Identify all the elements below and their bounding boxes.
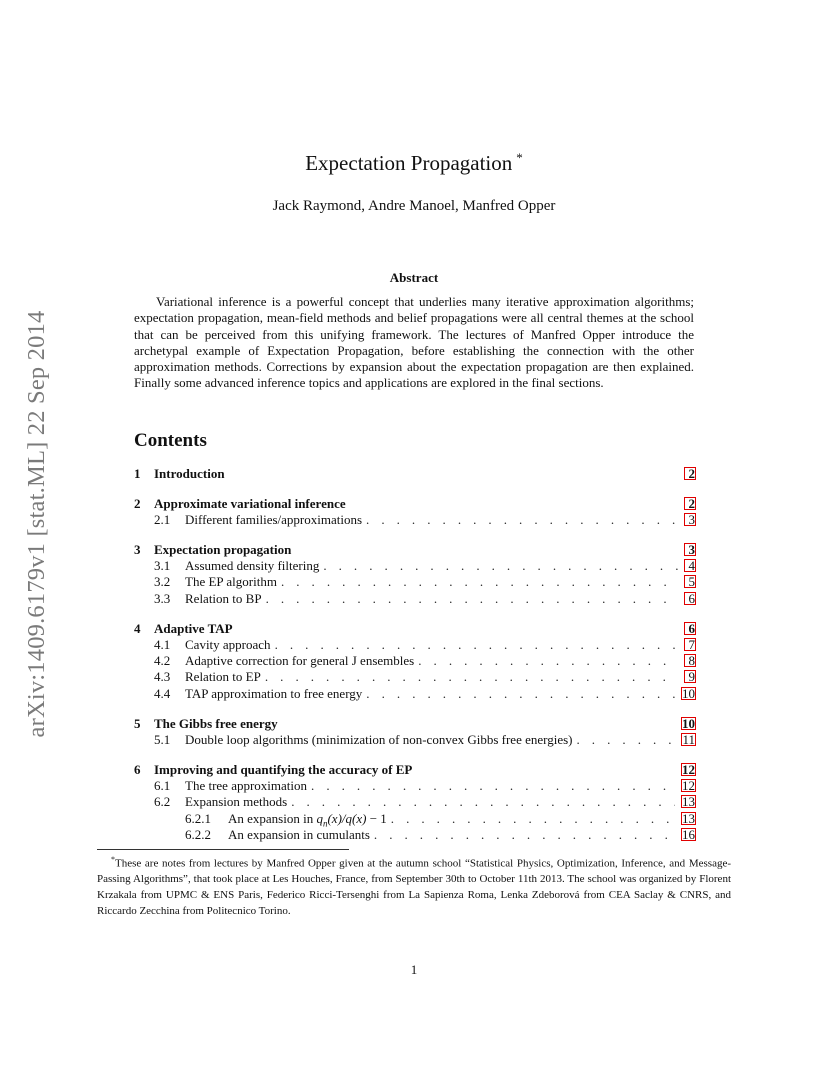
toc-page-link[interactable]: 10 xyxy=(682,685,695,701)
toc-entry-2[interactable] xyxy=(134,496,696,512)
toc-page-link[interactable]: 3 xyxy=(684,513,696,526)
toc-entry-6-1[interactable] xyxy=(134,778,696,794)
toc-entry-3-2[interactable] xyxy=(134,574,696,590)
toc-entry-number: 3.3 xyxy=(154,590,171,606)
toc-leader-dots xyxy=(311,778,675,794)
toc-entry-number: 3.2 xyxy=(154,574,171,590)
table-of-contents xyxy=(134,466,696,843)
toc-leader-dots xyxy=(366,512,678,528)
toc-entry-label[interactable]: Introduction xyxy=(154,466,225,481)
toc-entry-label[interactable]: Improving and quantifying the accuracy of EP xyxy=(154,761,413,777)
toc-entry-number: 2.1 xyxy=(154,512,171,528)
footnote-mark: * xyxy=(111,855,115,864)
arxiv-identifier-text: arXiv:1409.6179v1 [stat.ML] 22 Sep 2014 xyxy=(23,310,50,738)
toc-entry-4-3[interactable] xyxy=(134,669,696,685)
toc-entry-4-4[interactable] xyxy=(134,686,696,702)
abstract-text: Variational inference is a powerful concept that underlies many iterative approximation algorithms; expectation propagation, mean-field methods and belief propagations were all central themes at the school that can be perceived from this unifying framework. The lectures of Manfred Opper introduce the archetypal example of Expectation Propagation, before establishing the connection with the other approximation methods. Corrections by expansion about the expectation propagation are then explained. Finally some advanced inference topics and applications are explored in the final sections. xyxy=(134,294,694,391)
toc-entry-number: 6.2.1 xyxy=(185,810,211,826)
toc-leader-dots xyxy=(418,653,678,669)
toc-page-link[interactable]: 2 xyxy=(684,497,696,510)
toc-entry-6-2[interactable] xyxy=(134,794,696,810)
toc-leader-dots xyxy=(266,591,678,607)
toc-entry-label[interactable]: Different families/approximations xyxy=(185,512,363,528)
toc-entry-label[interactable]: An expansion in cumulants xyxy=(228,826,370,842)
title-footnote-mark[interactable]: * xyxy=(516,150,523,165)
toc-leader-dots xyxy=(323,558,678,574)
toc-page-link[interactable]: 12 xyxy=(682,761,695,777)
toc-entry-label[interactable]: Double loop algorithms (minimization of non-convex Gibbs free energies) xyxy=(185,731,573,747)
paper-authors: Jack Raymond, Andre Manoel, Manfred Opper xyxy=(272,198,556,214)
toc-page-link[interactable]: 13 xyxy=(682,794,695,810)
toc-entry-number: 4.2 xyxy=(154,653,171,669)
toc-leader-dots xyxy=(281,574,678,590)
toc-entry-label[interactable]: Expansion methods xyxy=(185,794,288,810)
toc-page-link[interactable]: 4 xyxy=(684,559,696,572)
toc-entry-1[interactable] xyxy=(134,466,696,482)
toc-entry-label[interactable]: Relation to BP xyxy=(185,590,262,606)
toc-entry-label[interactable]: The EP algorithm xyxy=(185,574,277,590)
toc-leader-dots xyxy=(275,637,678,653)
toc-page-link[interactable]: 5 xyxy=(684,575,696,588)
toc-entry-label[interactable]: Adaptive correction for general J ensembles xyxy=(185,653,415,669)
toc-leader-dots xyxy=(577,732,676,748)
toc-entry-label[interactable]: Cavity approach xyxy=(185,636,271,652)
toc-page-link[interactable]: 12 xyxy=(682,777,695,793)
toc-entry-5-1[interactable] xyxy=(134,732,696,748)
toc-entry-number: 6 xyxy=(134,761,141,777)
toc-entry-number: 4.1 xyxy=(154,636,171,652)
toc-page-link[interactable]: 6 xyxy=(684,592,696,605)
toc-leader-dots xyxy=(265,669,678,685)
toc-page-link[interactable]: 6 xyxy=(684,622,696,635)
footnote-divider xyxy=(97,849,349,850)
toc-entry-label[interactable]: The Gibbs free energy xyxy=(154,715,278,731)
toc-entry-4-1[interactable] xyxy=(134,637,696,653)
toc-page-link[interactable]: 8 xyxy=(684,654,696,667)
toc-entry-label[interactable]: TAP approximation to free energy xyxy=(185,685,363,701)
toc-entry-number: 6.2 xyxy=(154,794,171,810)
toc-entry-6-2-1[interactable] xyxy=(134,811,696,827)
toc-entry-number: 6.2.2 xyxy=(185,826,211,842)
arxiv-identifier-stamp xyxy=(20,285,54,763)
toc-entry-label[interactable]: Relation to EP xyxy=(185,669,261,685)
toc-entry-4-2[interactable] xyxy=(134,653,696,669)
contents-heading: Contents xyxy=(134,430,207,451)
toc-entry-5[interactable] xyxy=(134,716,696,732)
toc-entry-number: 4.4 xyxy=(154,685,171,701)
toc-page-link[interactable]: 9 xyxy=(684,670,696,683)
toc-entry-label[interactable]: Expectation propagation xyxy=(154,541,292,557)
toc-entry-4[interactable] xyxy=(134,621,696,637)
toc-entry-label[interactable]: Assumed density filtering xyxy=(185,558,320,574)
toc-page-link[interactable]: 11 xyxy=(682,731,695,747)
toc-page-link[interactable]: 10 xyxy=(682,715,695,731)
toc-entry-6-2-2[interactable] xyxy=(134,827,696,843)
toc-leader-dots xyxy=(366,686,675,702)
toc-page-link[interactable]: 3 xyxy=(684,543,696,556)
paper-title xyxy=(0,150,828,176)
toc-entry-number: 4 xyxy=(134,620,141,636)
toc-entry-number: 3.1 xyxy=(154,558,171,574)
toc-entry-number: 6.1 xyxy=(154,777,171,793)
toc-entry-number: 4.3 xyxy=(154,669,171,685)
toc-entry-number: 3 xyxy=(134,541,141,557)
toc-entry-2-1[interactable] xyxy=(134,512,696,528)
toc-entry-label[interactable]: Adaptive TAP xyxy=(154,620,233,636)
toc-entry-3[interactable] xyxy=(134,542,696,558)
toc-page-link[interactable]: 13 xyxy=(682,810,695,826)
toc-entry-number: 5.1 xyxy=(154,731,171,747)
toc-entry-label[interactable]: The tree approximation xyxy=(185,777,308,793)
toc-entry-3-3[interactable] xyxy=(134,591,696,607)
toc-leader-dots xyxy=(291,794,675,810)
toc-leader-dots xyxy=(391,811,675,827)
toc-entry-label[interactable]: Approximate variational inference xyxy=(154,495,346,511)
page-number: 1 xyxy=(410,962,418,977)
toc-leader-dots xyxy=(374,827,675,843)
toc-entry-label[interactable]: An expansion in $q_n(x)/q(x) - 1$ xyxy=(228,810,387,829)
toc-entry-number: 5 xyxy=(134,715,141,731)
title-footnote xyxy=(97,852,731,920)
abstract-heading: Abstract xyxy=(389,270,439,285)
toc-entry-number: 1 xyxy=(134,466,141,481)
footnote-text: These are notes from lectures by Manfred Opper given at the autumn school “Statistical Physics, Optimization, Inference, and Message-Passing Algorithms”, that took place at Les Houches, France, from September 30th to October 11th 2013. The school was organized by Florent Krzakala from UPMC & ENS Paris, Federico Ricci-Tersenghi from La Sapienza Roma, Lenka Zdeborová from CEA Saclay & CNRS, and Riccardo Zecchina from Politecnico Torino. xyxy=(97,857,731,918)
toc-page-link[interactable]: 2 xyxy=(684,467,696,480)
toc-entry-6[interactable] xyxy=(134,762,696,778)
toc-page-link[interactable]: 7 xyxy=(684,638,696,651)
toc-page-link[interactable]: 16 xyxy=(682,826,695,842)
toc-entry-3-1[interactable] xyxy=(134,558,696,574)
paper-title-text: Expectation Propagation xyxy=(305,151,513,175)
toc-entry-number: 2 xyxy=(134,495,141,511)
